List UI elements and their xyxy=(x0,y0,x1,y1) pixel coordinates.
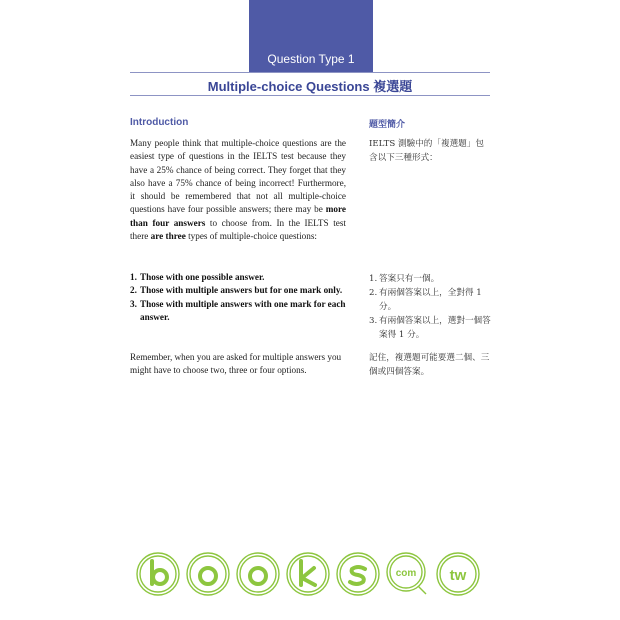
list-item-text: Those with one possible answer. xyxy=(140,272,265,282)
list-item xyxy=(369,272,493,286)
introduction-paragraph-zh: IELTS 測驗中的「複選題」包含以下三種形式： xyxy=(369,139,484,163)
remember-paragraph-zh: 記住，複選題可能要選二個、三個或四個答案。 xyxy=(369,353,490,377)
question-type-label: Question Type 1 xyxy=(267,52,355,66)
books-watermark-logo xyxy=(134,546,486,602)
list-item-number: 3. xyxy=(130,298,137,309)
list-item xyxy=(130,298,348,325)
para-text-1: Many people think that multiple-choice questions are the easiest type of questions in the IELTS test because they have a 25% chance of being correct. They forget that they also have a 75% chance of being incorrect! Furthermore, it should be remembered that not all multiple-choice questions have four possible answers; there may be xyxy=(130,138,346,215)
section-title: Multiple-choice Questions 複選題 xyxy=(207,79,413,94)
list-item-number: 1. xyxy=(369,274,378,284)
list-item-text: 有兩個答案以上，選對一個答案得 1 分。 xyxy=(379,316,491,340)
list-item-text: Those with multiple answers with one mark for each answer. xyxy=(140,298,346,322)
para-bold-1: more than four answers xyxy=(130,204,346,228)
list-item xyxy=(130,284,348,297)
list-item-text: Those with multiple answers but for one mark only. xyxy=(140,285,343,296)
para-bold-2: are three xyxy=(150,231,186,242)
svg-text:com: com xyxy=(395,568,417,579)
para-text-2: to choose from. In the IELTS test there xyxy=(130,217,346,242)
introduction-heading: Introduction xyxy=(130,117,189,128)
question-types-list xyxy=(130,271,348,324)
remember-paragraph: Remember, when you are asked for multiple answers you might have to choose two, three or four options. xyxy=(130,352,342,376)
list-item-number: 2. xyxy=(130,285,137,296)
title-top-rule xyxy=(130,72,490,73)
list-item-text: 有兩個答案以上，全對得 1 分。 xyxy=(379,288,482,312)
list-item xyxy=(369,286,493,314)
list-item-text: 答案只有一個。 xyxy=(379,274,440,284)
list-item-number: 3. xyxy=(369,316,378,326)
list-item xyxy=(369,314,493,342)
list-item-number: 1. xyxy=(130,272,137,282)
introduction-heading-zh: 題型簡介 xyxy=(369,120,406,130)
question-types-list-zh xyxy=(369,272,493,342)
list-item-number: 2. xyxy=(369,288,378,298)
title-bottom-rule xyxy=(130,95,490,96)
svg-text:tw: tw xyxy=(449,567,467,584)
list-item xyxy=(130,271,348,284)
para-text-3: types of multiple-choice questions: xyxy=(185,231,317,242)
introduction-paragraph xyxy=(130,137,346,243)
